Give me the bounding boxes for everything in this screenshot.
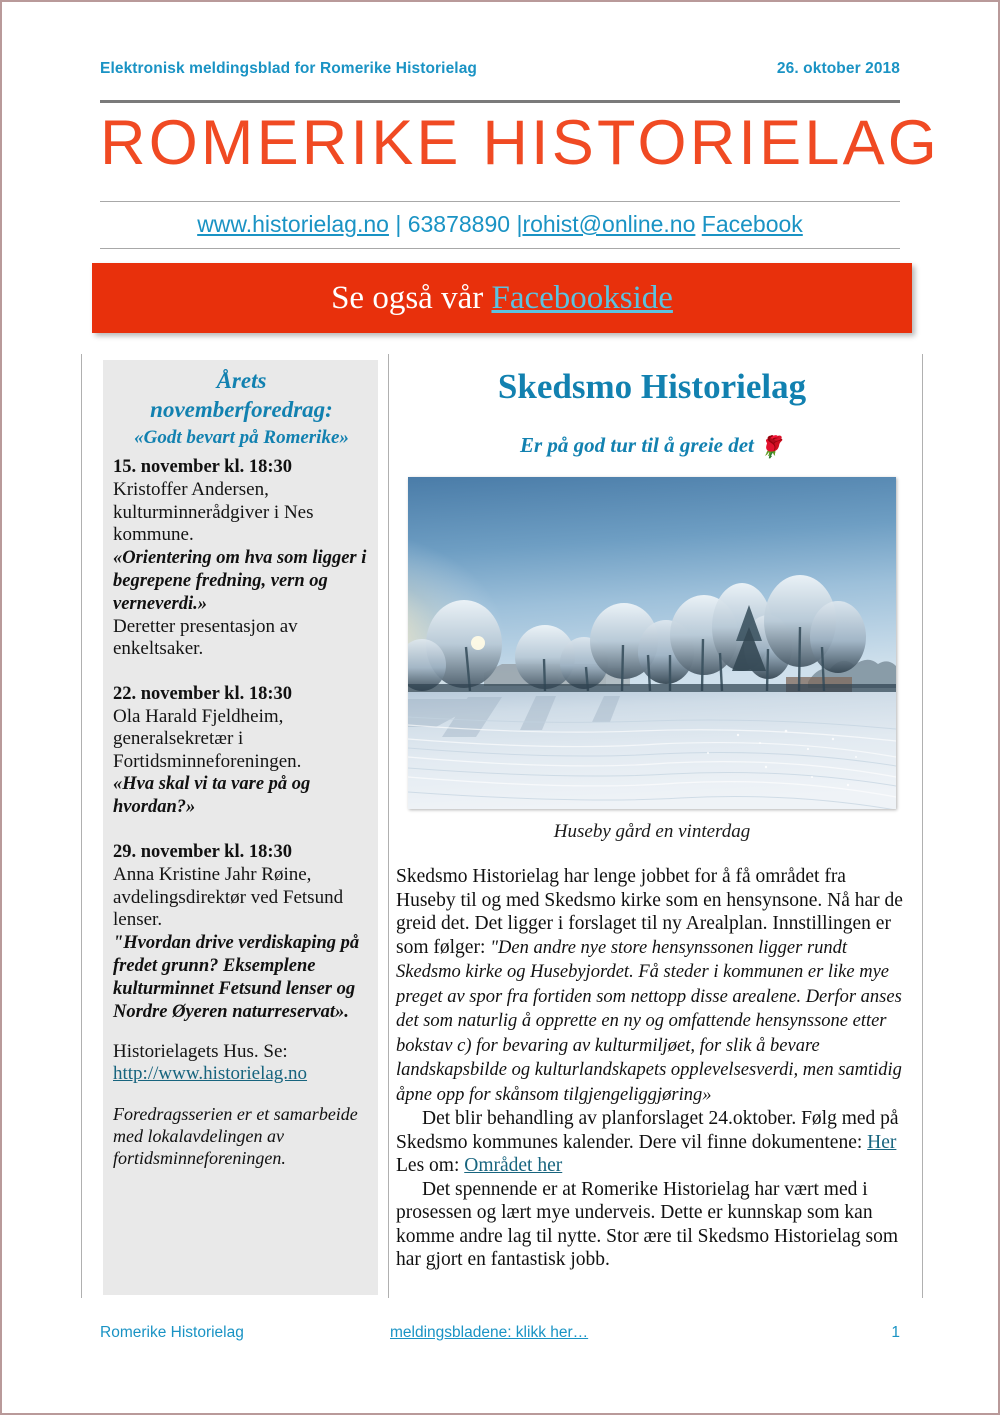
talk-1-date: 15. november kl. 18:30	[113, 457, 293, 477]
article-p3-text: Les om:	[396, 1155, 465, 1177]
talk-2-speaker: Ola Harald Fjeldheim, generalsekretær i Fortidsminneforeningen.	[113, 705, 302, 772]
contact-separator-2: |	[510, 211, 523, 237]
historielag-website-link[interactable]: http://www.historielag.no	[113, 1063, 308, 1084]
sidebar-heading-line3: «Godt bevart på Romerike»	[134, 427, 349, 448]
masthead-subtitle: Elektronisk meldingsblad for Romerike Historielag	[100, 60, 477, 77]
venue-link-row	[113, 1063, 370, 1086]
sidebar-spacer-2	[113, 819, 370, 836]
sidebar-events	[103, 360, 378, 1295]
contact-divider-bottom	[100, 248, 900, 249]
facebook-link[interactable]: Facebook	[701, 211, 803, 237]
article-title: Skedsmo Historielag	[497, 367, 807, 406]
article-p1-quote: "Den andre nye store hensynssonen ligger rundt Skedsmo kirke og Husebyjordet. Få steder i kommunen er like mye preget av spor fra fortiden som nettopp disse arealene. Derfor anses det som naturlig å opprette en ny og omfattende hensynssone etter bokstav c) for bevaring av kulturmiljøet, for slik å bevare landskapsbilde og kulturlandskapets opplevelsesverdi, men samtidig åpne opp for skånsom tilgjengeliggjøring»	[396, 937, 902, 1105]
article-paragraph-1	[396, 865, 908, 1107]
banner-prefix: Se også vår	[331, 279, 492, 316]
sidebar-heading-line1: Årets	[216, 368, 267, 393]
article-body	[396, 865, 908, 1272]
page-footer	[100, 1324, 900, 1342]
talk-3-speaker: Anna Kristine Jahr Røine, avdelingsdirektør ved Fetsund lenser.	[113, 864, 344, 930]
article-subtitle-text: Er på god tur til å greie det	[519, 433, 754, 458]
phone-number: 63878890	[407, 211, 511, 237]
talk-1-speaker: Kristoffer Andersen, kulturminnerådgiver i Nes kommune.	[113, 479, 314, 545]
column-rule-middle	[388, 354, 389, 1298]
footer-page-number: 1	[891, 1324, 900, 1341]
talk-2-quote: «Hva skal vi ta vare på og hvordan?»	[113, 774, 311, 817]
talk-3-date: 29. november kl. 18:30	[113, 842, 293, 862]
article-subtitle	[396, 431, 908, 461]
documents-link-her[interactable]: Her	[867, 1131, 897, 1153]
sidebar-spacer-3	[113, 1024, 370, 1041]
article-paragraph-2	[396, 1107, 908, 1154]
main-article	[396, 360, 908, 1272]
page-title: ROMERIKE HISTORIELAG	[100, 108, 940, 178]
sidebar-spacer-4	[113, 1086, 370, 1103]
talk-1-quote: «Orientering om hva som ligger i begrepene fredning, vern og verneverdi.»	[113, 547, 367, 614]
sidebar-heading-line2: novemberforedrag:	[150, 397, 333, 422]
column-rule-left	[81, 354, 82, 1298]
masthead-date: 26. oktober 2018	[776, 60, 900, 77]
talk-3-quote: "Hvordan drive verdiskaping på fredet grunn? Eksemplene kulturminnet Fetsund lenser og Nordre Øyeren naturreservat».	[113, 932, 360, 1022]
contact-separator-1: |	[388, 211, 408, 237]
archive-link[interactable]: meldingsbladene: klikk her…	[390, 1324, 589, 1341]
talk-1-after: Deretter presentasjon av enkeltsaker.	[113, 615, 298, 659]
facebook-banner-text	[331, 280, 673, 317]
facebookside-link[interactable]: Facebookside	[491, 279, 673, 316]
footer-organization: Romerike Historielag	[100, 1324, 244, 1341]
venue-label: Historielagets Hus. Se:	[113, 1040, 288, 1062]
masthead-divider-top	[100, 100, 900, 103]
footer-archive	[390, 1324, 860, 1342]
rose-icon: 🌹	[757, 435, 785, 460]
brand-divider-bottom	[100, 201, 900, 202]
article-p2-text: Det blir behandling av planforslaget 24.oktober. Følg med på Skedsmo kommunes kalender. Dere vil finne dokumentene:	[396, 1108, 899, 1153]
sidebar-spacer-1	[113, 661, 370, 678]
photo-caption: Huseby gård en vinterdag	[553, 821, 751, 843]
email-link[interactable]: rohist@online.no	[522, 211, 696, 237]
masthead	[100, 60, 900, 78]
column-rule-right	[922, 354, 923, 1298]
contact-line	[100, 211, 900, 238]
facebook-banner[interactable]	[92, 263, 912, 333]
photo-svg	[408, 477, 896, 809]
winter-landscape-photo	[408, 477, 896, 809]
collaboration-note: Foredragsserien er et samarbeide med lokalavdelingen av fortidsminneforeningen.	[113, 1103, 358, 1168]
article-paragraph-4: Det spennende er at Romerike Historielag har vært med i prosessen og lært mye underveis. Dette er kunnskap som kan komme andre lag til nytte. Stor ære til Skedsmo Historielag som har gjort en fantastisk jobb.	[396, 1178, 899, 1271]
talk-2-date: 22. november kl. 18:30	[113, 683, 293, 704]
website-link[interactable]: www.historielag.no	[197, 211, 389, 237]
area-link[interactable]: Området her	[464, 1155, 563, 1177]
article-paragraph-3	[396, 1154, 908, 1178]
article-p1-text: Skedsmo Historielag har lenge jobbet for å få området fra Huseby til og med Skedsmo kirke som en hensynsone. Nå har de greid det. Det ligger i forslaget til ny Arealplan. Innstillingen er som følger:	[396, 866, 903, 958]
